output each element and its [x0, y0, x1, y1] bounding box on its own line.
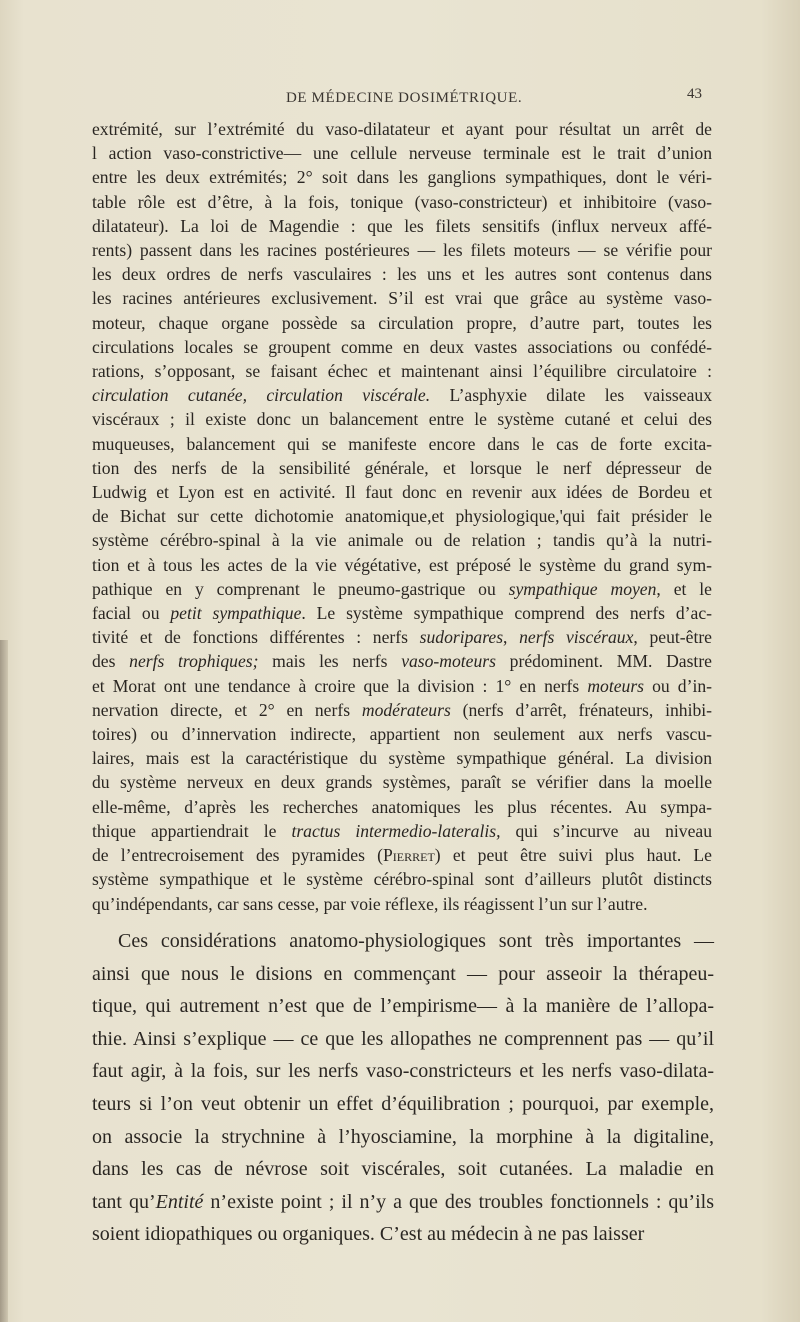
text-line [92, 456, 712, 480]
text-run: laires, mais est la caractéristique du système sympathique général. La division [92, 748, 712, 769]
text-line [92, 262, 712, 286]
text-run: Ludwig et Lyon est en activité. Il faut donc en revenir aux idées de Bordeu et [92, 482, 712, 503]
text-run: , et le [656, 578, 712, 599]
text-run: tant qu’ [92, 1190, 156, 1213]
text-run: tique, qui autrement n’est que de l’empirisme— à la manière de l’allopa- [92, 995, 714, 1018]
text-run: l action vaso-constrictive— une cellule nerveuse terminale est le trait d’union [92, 143, 712, 164]
text-line [92, 649, 712, 673]
text-line [92, 407, 712, 431]
text-line [92, 843, 712, 867]
text-line [92, 625, 712, 649]
text-line [92, 795, 712, 819]
text-run: nervation directe, et 2° en nerfs [92, 699, 362, 720]
text-line [92, 698, 712, 722]
text-run: n’existe point ; il n’y a que des troubles fonctionnels : qu’ils [203, 1190, 714, 1213]
text-run: système cérébro-spinal à la vie animale ou de relation ; tandis qu’à la nutri- [92, 530, 712, 551]
text-line [92, 770, 712, 794]
text-run: thique appartiendrait le [92, 820, 292, 841]
text-run: , peut-être [633, 627, 712, 648]
text-run: ou d’in- [644, 675, 713, 696]
text-run: elle-même, d’après les recherches anatomiques les plus récentes. Au sympa- [92, 796, 712, 817]
italic-text-run: modérateurs [361, 699, 451, 720]
text-run: tivité et de fonctions différentes : nerfs [92, 627, 420, 648]
text-run: Pierret [383, 845, 435, 866]
text-run: qui s’incurve au niveau [500, 820, 713, 841]
text-line [92, 990, 714, 1023]
text-run: tion et à tous les actes de la vie végétative, est préposé le système du grand sym- [92, 554, 712, 575]
paragraph-2 [92, 925, 714, 1251]
running-head [0, 86, 800, 110]
text-run: faut agir, à la fois, sur les nerfs vaso-constricteurs et les nerfs vaso-dilata- [92, 1060, 714, 1083]
text-line [92, 746, 712, 770]
text-line [92, 722, 712, 746]
text-line [92, 480, 712, 504]
text-run: de Bichat sur cette dichotomie anatomique,et physiologique,'qui fait présider le [92, 506, 712, 527]
text-run: ) et peut être suivi plus haut. Le [434, 845, 712, 866]
italic-text-run: sudoripares [419, 627, 504, 648]
italic-text-run: Entité [155, 1190, 204, 1213]
text-line [92, 432, 712, 456]
page-number: 43 [687, 86, 702, 102]
text-run: du système nerveux en deux grands systèmes, paraît se vérifier dans la moelle [92, 772, 712, 793]
text-run: des [92, 651, 130, 672]
text-run: les racines antérieures exclusivement. S’il est vrai que grâce au système vaso- [92, 288, 712, 309]
text-run: les deux ordres de nerfs vasculaires : les uns et les autres sont contenus dans [92, 264, 712, 285]
text-run: (nerfs d’arrêt, frénateurs, inhibi- [450, 699, 712, 720]
text-line [92, 925, 714, 958]
text-run: muqueuses, balancement qui se manifeste encore dans le cas de forte excita- [92, 433, 712, 454]
text-run: mais les nerfs [258, 651, 402, 672]
italic-text-run: sympathique moyen [508, 578, 657, 599]
text-run: extrémité, sur l’extrémité du vaso-dilatateur et ayant pour résultat un arrêt de [92, 119, 712, 139]
text-line [92, 311, 712, 335]
text-run: prédominent. MM. Dastre [496, 651, 712, 672]
text-line [92, 1121, 714, 1154]
text-run: rents) passent dans les racines postérieures — les filets moteurs — se vérifie pour [92, 240, 712, 261]
running-title: DE MÉDECINE DOSIMÉTRIQUE. [286, 90, 523, 106]
italic-text-run: nerfs viscéraux [519, 627, 634, 648]
text-run: système sympathique et le système cérébro-spinal sont d’ailleurs plutôt distincts [92, 869, 712, 890]
text-line [92, 1055, 714, 1088]
italic-text-run: circulation cutanée, circulation viscérale. [92, 385, 431, 406]
text-run: facial ou [92, 603, 171, 624]
text-line [92, 1023, 714, 1056]
text-line [92, 141, 712, 165]
text-run: Ces considérations anatomo-physiologiques sont très importantes — [118, 930, 714, 952]
text-run: on associe la strychnine à l’hyosciamine, la morphine à la digitaline, [92, 1125, 714, 1148]
text-line [92, 1218, 714, 1251]
text-run: moteur, chaque organe possède sa circulation propre, d’autre part, toutes les [92, 312, 712, 333]
text-line [92, 601, 712, 625]
text-run: rations, s’opposant, se faisant échec et maintenant ainsi l’équilibre circulatoire : [92, 361, 712, 382]
text-run: table rôle est d’être, à la fois, tonique (vaso-constricteur) et inhibitoire (vaso- [92, 191, 712, 212]
text-line [92, 214, 712, 238]
text-run: circulations locales se groupent comme en deux vastes associations ou confédé- [92, 336, 712, 357]
italic-text-run: nerfs trophiques; [129, 651, 259, 672]
text-run: et Morat ont une tendance à croire que la division : 1° en nerfs [92, 675, 588, 696]
italic-text-run: tractus intermedio-lateralis, [291, 820, 501, 841]
text-line [92, 553, 712, 577]
text-line [92, 383, 712, 407]
text-run: tion des nerfs de la sensibilité générale, et lorsque le nerf dépresseur de [92, 457, 712, 478]
text-line [92, 359, 712, 383]
text-run: ainsi que nous le disions en commençant — pour asseoir la thérapeu- [92, 962, 714, 985]
text-line [92, 238, 712, 262]
text-line [92, 528, 712, 552]
text-line [92, 867, 712, 891]
text-line [92, 165, 712, 189]
text-line [92, 577, 712, 601]
text-run: thie. Ainsi s’explique — ce que les allopathes ne comprennent pas — qu’il [92, 1027, 714, 1050]
text-line [92, 335, 712, 359]
text-run: , [503, 627, 520, 648]
text-line [92, 1153, 714, 1186]
text-line [92, 958, 714, 991]
text-line [92, 819, 712, 843]
text-line [92, 892, 712, 916]
text-run: soient idiopathiques ou organiques. C’est au médecin à ne pas laisser [92, 1223, 645, 1246]
text-line [92, 1186, 714, 1219]
text-line [92, 674, 712, 698]
text-run: dans les cas de névrose soit viscérales, soit cutanées. La maladie en [92, 1158, 714, 1181]
page-edge-shadow [0, 640, 8, 1322]
text-run: teurs si l’on veut obtenir un effet d’équilibration ; pourquoi, par exemple, [92, 1092, 714, 1115]
text-run: L’asphyxie dilate les vaisseaux [430, 385, 712, 406]
text-run: qu’indépendants, car sans cesse, par voie réflexe, ils réagissent l’un sur l’autre. [92, 893, 648, 914]
text-run: toires) ou d’innervation indirecte, appartient non seulement aux nerfs vascu- [92, 724, 712, 745]
paragraph-1 [92, 117, 712, 916]
text-run: pathique en y comprenant le pneumo-gastrique ou [92, 578, 509, 599]
text-run: entre les deux extrémités; 2° soit dans les ganglions sympathiques, dont le véri- [92, 167, 712, 188]
text-run: dilatateur). La loi de Magendie : que les filets sensitifs (influx nerveux affé- [92, 215, 712, 236]
text-line [92, 190, 712, 214]
text-line [92, 117, 712, 141]
text-line [92, 1088, 714, 1121]
text-line [92, 286, 712, 310]
italic-text-run: moteurs [587, 675, 645, 696]
italic-text-run: petit sympathique [170, 603, 302, 624]
text-run: viscéraux ; il existe donc un balancement entre le système cutané et celui des [92, 409, 712, 430]
text-line [92, 504, 712, 528]
text-run: de l’entrecroisement des pyramides ( [92, 845, 383, 866]
text-run: . Le système sympathique comprend des nerfs d’ac- [301, 603, 713, 624]
italic-text-run: vaso-moteurs [401, 651, 496, 672]
